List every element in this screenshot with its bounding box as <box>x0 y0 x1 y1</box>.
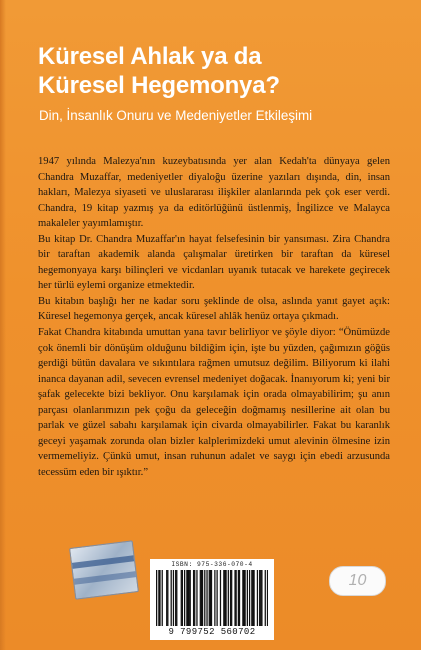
book-subtitle: Din, İnsanlık Onuru ve Medeniyetler Etkileşimi <box>39 108 313 123</box>
book-title <box>38 42 280 100</box>
barcode-number: 9 799752 560702 <box>168 627 256 637</box>
sticker-stripe <box>74 571 136 585</box>
sticker-stripe <box>72 555 134 569</box>
blurb-paragraph: 1947 yılında Malezya'nın kuzeybatısında yer alan Kedah'ta dünyaya gelen Chandra Muzaffar, medeniyetler diyaloğu üzerine yazıları dışında, din, insan hakları, Malezya siyaseti ve uluslararası ilişkiler alanlarında pek çok eser verdi. Chandra, 19 kitap yazmış ya da editörlüğünü üstlenmiş, İngilizce ve Malayca makaleler yayımlamıştır. <box>38 156 390 230</box>
barcode-label <box>150 559 274 640</box>
blurb-paragraph: Bu kitabın başlığı her ne kadar soru şeklinde de olsa, aslında yanıt gayet açık: Küresel hegemonya gerçek, ancak küresel ahlâk henüz ortaya çıkmadı. <box>38 295 390 323</box>
book-title-line-1: Küresel Ahlak ya da <box>38 43 262 70</box>
cover-edge-shadow <box>0 0 6 650</box>
book-title-line-2: Küresel Hegemonya? <box>38 72 280 99</box>
isbn-text: ISBN: 975-336-070-4 <box>171 561 253 568</box>
barcode-icon <box>156 570 268 626</box>
blurb-paragraph: Fakat Chandra kitabında umuttan yana tavır belirliyor ve şöyle diyor: “Önümüzde çok önemli bir dönüşüm olduğunu bildiğim için, işte bu yüzden, çağımızın göğüs gerdiği bütün davalara ve sıkıntılara rağmen umutsuz değilim. Biliyorum ki ilahi inanca dayanan adil, sevecen evrensel medeniyet doğacak. İnanıyorum ki; yeni bir şafak gelecekte bizi bekliyor. Onu karşılamak için orada olmayabilirim; şu anın parçası olanlarımızın pek çoğu da geleceğin doğmamış nesillerine ait olan bu parlak ve güzel sabahı karşılamak için civarda olmayabilirler. Fakat bu karanlık geceyi yaşamak zorunda olan bizler kalplerimizdeki umut alevinin ölmesine izin vermemeliyiz. Çünkü umut, insan ruhunun adalet ve saygı için ebedi arzusunda tecessüm eden bir ışıktır.” <box>38 327 390 478</box>
blurb-paragraph: Bu kitap Dr. Chandra Muzaffar'ın hayat felsefesinin bir yansıması. Zira Chandra bir taraftan akademik alanda çalışmalar üretirken bir taraftan da küresel hegemonyaya karşı bilinçleri ve vicdanları uyanık tutacak ve harekete geçirecek her türlü eylemi organize etmektedir. <box>38 233 390 292</box>
blurb-text <box>38 154 390 480</box>
price-sticker: 10 <box>329 566 386 596</box>
hologram-sticker <box>69 540 139 599</box>
